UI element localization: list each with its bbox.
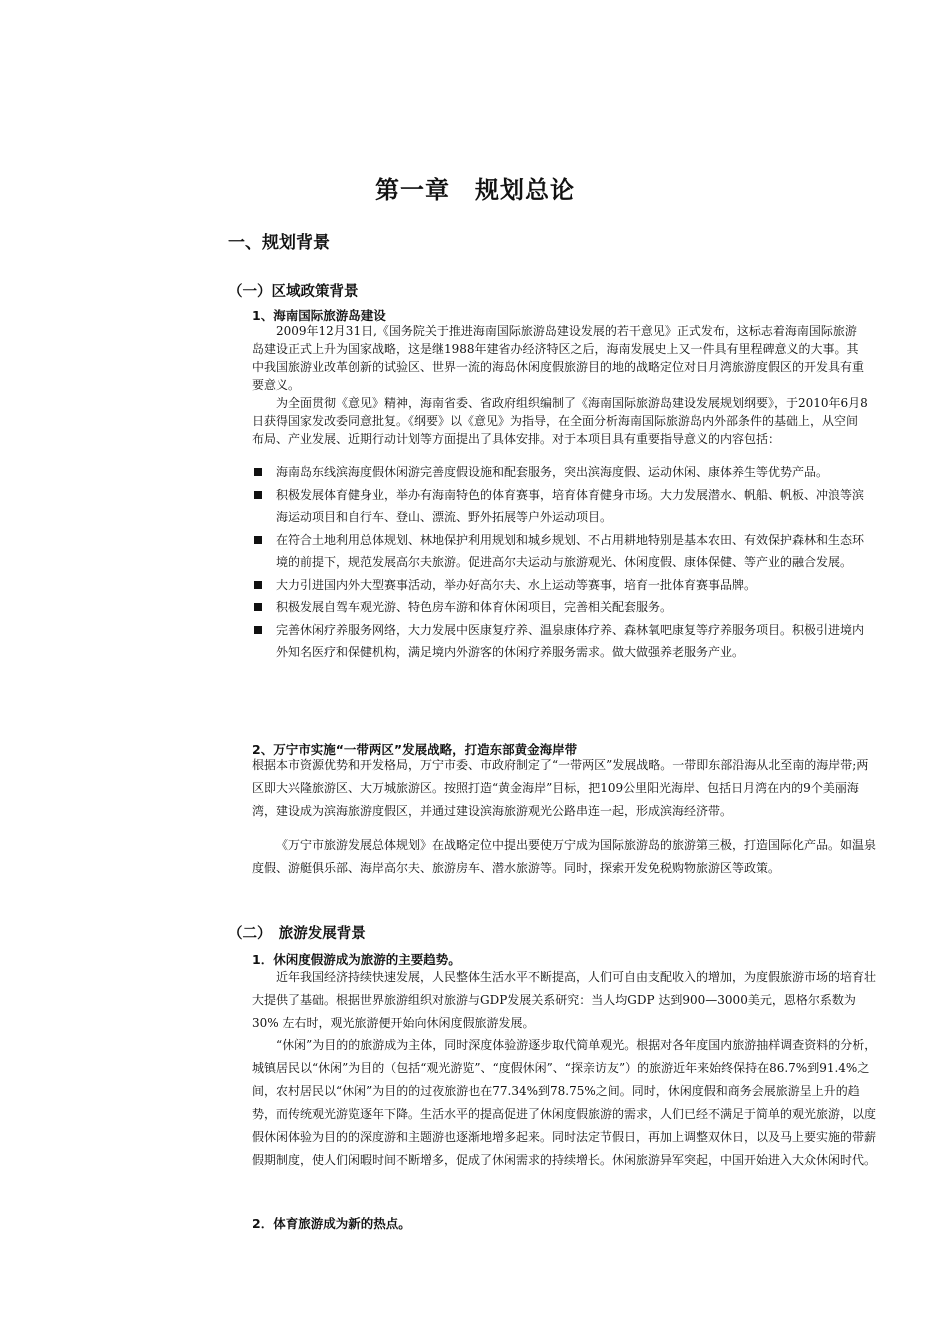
square-bullet-icon <box>254 603 262 611</box>
list-item: 大力引进国内外大型赛事活动，举办好高尔夫、水上运动等赛事，培育一批体育赛事品牌。 <box>252 574 872 597</box>
subsection-heading-tourism: （二） 旅游发展背景 <box>228 926 366 942</box>
square-bullet-icon <box>254 581 262 589</box>
square-bullet-icon <box>254 468 262 476</box>
square-bullet-icon <box>254 626 262 634</box>
square-bullet-icon <box>254 491 262 499</box>
paragraph-wanning-1: 根据本市资源优势和开发格局，万宁市委、市政府制定了“一带两区”发展战略。一带即东部沿海从北至南的海岸带;两区即大兴隆旅游区、大万城旅游区。按照打造“黄金海岸”目标，把109公里阳光海岸、包括日月湾在内的9个美丽海湾，建设成为滨海旅游度假区，并通过建设滨海旅游观光公路串连一起，形成滨海经济带。 <box>252 758 869 818</box>
paragraph-hainan-1: 2009年12月31日,《国务院关于推进海南国际旅游岛建设发展的若干意见》正式发布，这标志着海南国际旅游岛建设正式上升为国家战略，这是继1988年建省办经济特区之后，海南发展史上又一件具有里程碑意义的大事。其中我国旅游业改革创新的试验区、世界一流的海岛休闲度假旅游目的地的战略定位对日月湾旅游度假区的开发具有重要意义。 <box>252 324 865 392</box>
chapter-title: 第一章 规划总论 <box>375 176 575 204</box>
item-heading-hainan-island: 1、海南国际旅游岛建设 <box>252 308 386 323</box>
paragraph-leisure-1: 近年我国经济持续快速发展，人民整体生活水平不断提高，人们可自由支配收入的增加，为度假旅游市场的培育壮大提供了基础。根据世界旅游组织对旅游与GDP发展关系研究：当人均GDP 达到900—3000美元，恩格尔系数为30% 左右时，观光旅游便开始向休闲度假旅游发展。 <box>252 970 877 1030</box>
paragraph-hainan-2: 为全面贯彻《意见》精神，海南省委、省政府组织编制了《海南国际旅游岛建设发展规划纲要》，于2010年6月8日获得国家发改委同意批复。《纲要》以《意见》为指导，在全面分析海南国际旅游岛内外部条件的基础上，从空间布局、产业发展、近期行动计划等方面提出了具体安排。对于本项目具有重要指导意义的内容包括： <box>252 396 868 446</box>
list-item: 积极发展自驾车观光游、特色房车游和体育休闲项目，完善相关配套服务。 <box>252 596 872 619</box>
subsection-heading-policy: （一）区域政策背景 <box>228 284 359 300</box>
list-item: 完善休闲疗养服务网络，大力发展中医康复疗养、温泉康体疗养、森林氧吧康复等疗养服务项目。积极引进境内外知名医疗和保健机构，满足境内外游客的休闲疗养服务需求。做大做强养老服务产业。 <box>252 619 872 664</box>
item-heading-leisure-trend: 1．休闲度假游成为旅游的主要趋势。 <box>252 952 461 967</box>
list-item: 在符合土地利用总体规划、林地保护利用规划和城乡规划、不占用耕地特别是基本农田、有效保护森林和生态环境的前提下，规范发展高尔夫旅游。促进高尔夫运动与旅游观光、休闲度假、康体保健、等产业的融合发展。 <box>252 529 872 574</box>
policy-bullet-list <box>252 461 872 664</box>
section-heading-background: 一、规划背景 <box>228 233 330 253</box>
paragraph-wanning-2: 《万宁市旅游发展总体规划》在战略定位中提出要使万宁成为国际旅游岛的旅游第三极，打造国际化产品。如温泉度假、游艇俱乐部、海岸高尔夫、旅游房车、潜水旅游等。同时，探索开发免税购物旅游区等政策。 <box>252 838 877 875</box>
item-heading-wanning-strategy: 2、万宁市实施“一带两区”发展战略，打造东部黄金海岸带 <box>252 742 578 757</box>
item-heading-sports-tourism: 2．体育旅游成为新的热点。 <box>252 1216 411 1231</box>
list-item: 积极发展体育健身业，举办有海南特色的体育赛事，培育体育健身市场。大力发展潜水、帆船、帆板、冲浪等滨海运动项目和自行车、登山、漂流、野外拓展等户外运动项目。 <box>252 484 872 529</box>
paragraph-leisure-2: “休闲”为目的的旅游成为主体，同时深度体验游逐步取代简单观光。根据对各年度国内旅游抽样调查资料的分析，城镇居民以“休闲”为目的（包括“观光游览”、“度假休闲”、“探亲访友”）的旅游近年来始终保持在86.7%到91.4%之间，农村居民以“休闲”为目的的过夜旅游也在77.34%到78.75%之间。同时，休闲度假和商务会展旅游呈上升的趋势，而传统观光游览逐年下降。生活水平的提高促进了休闲度假旅游的需求，人们已经不满足于简单的观光旅游，以度假休闲体验为目的的深度游和主题游也逐渐地增多起来。同时法定节假日，再加上调整双休日，以及马上要实施的带薪假期制度，使人们闲暇时间不断增多，促成了休闲需求的持续增长。休闲旅游异军突起，中国开始进入大众休闲时代。 <box>252 1038 877 1167</box>
square-bullet-icon <box>254 536 262 544</box>
list-item: 海南岛东线滨海度假休闲游完善度假设施和配套服务，突出滨海度假、运动休闲、康体养生等优势产品。 <box>252 461 872 484</box>
